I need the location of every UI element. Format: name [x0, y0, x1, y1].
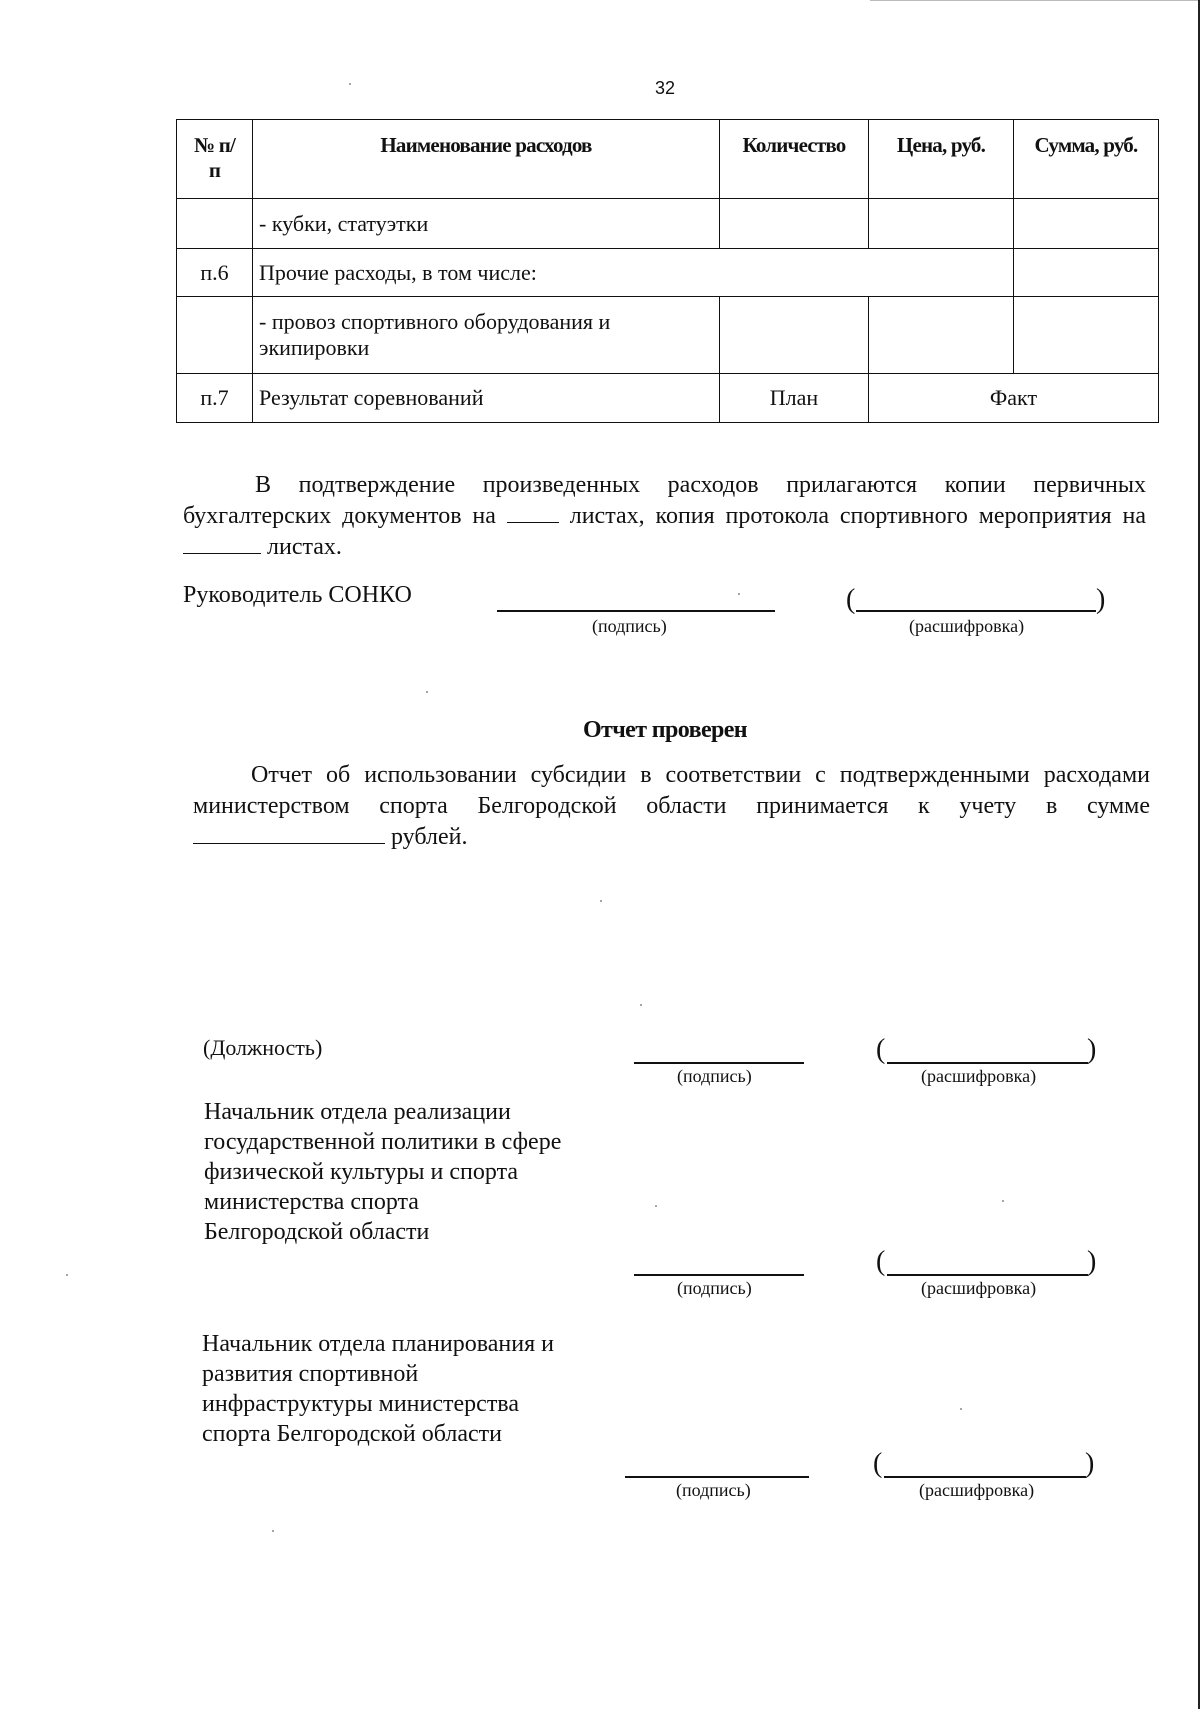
row-sum-cell: [1014, 249, 1159, 297]
confirmation-paragraph: [183, 470, 1146, 563]
signatory-signature-caption: (подпись): [677, 1278, 752, 1298]
scan-speck: [349, 83, 351, 85]
signatory-signature-line[interactable]: [634, 1062, 804, 1064]
header-num: № п/п: [177, 120, 253, 199]
signatory-open-paren: (: [873, 1448, 883, 1479]
table-row: [177, 374, 1159, 423]
signatory-open-paren: (: [876, 1034, 886, 1065]
signatory-decoding-caption: (расшифровка): [921, 1066, 1037, 1086]
scan-speck: [426, 691, 428, 693]
scan-speck: [600, 900, 602, 902]
table-header-row: [177, 120, 1159, 199]
signatory-signature-line[interactable]: [634, 1274, 804, 1276]
scan-speck: [272, 1530, 274, 1532]
scan-speck: [1002, 1200, 1004, 1202]
signatory-open-paren: (: [876, 1246, 886, 1277]
signatory-signature-line[interactable]: [625, 1476, 809, 1478]
page-number: 32: [654, 78, 676, 98]
row-name: - кубки, статуэтки: [253, 199, 720, 249]
table-row: [177, 249, 1159, 297]
sheets-count-field[interactable]: [507, 502, 559, 523]
header-price: Цена, руб.: [869, 120, 1014, 199]
confirmation-text-2: листах, копия протокола спортивного мероприятия на: [569, 503, 1147, 529]
expense-table: [176, 119, 1159, 423]
accepted-amount-field[interactable]: [193, 823, 385, 844]
signatory-decoding-caption: (расшифровка): [921, 1278, 1037, 1298]
table-row: [177, 297, 1159, 374]
signatory-decoding-line[interactable]: [884, 1476, 1086, 1478]
row-num: п.7: [177, 374, 253, 423]
head-signature-caption: (подпись): [592, 616, 667, 636]
verified-text-1: Отчет об использовании субсидии в соответствии с подтвержденными расходами министерством спорта Белгородской области принимается к учету в сумме: [193, 762, 1150, 819]
signatory-signature-caption: (подпись): [676, 1480, 751, 1500]
signatory-title: (Должность): [203, 1035, 323, 1060]
scan-speck: [655, 1205, 657, 1207]
row-num: [177, 199, 253, 249]
row-fact: Факт: [869, 374, 1159, 423]
header-name: Наименование расходов: [253, 120, 720, 199]
row-name: Прочие расходы, в том числе:: [253, 249, 1014, 297]
signatory-title: Начальник отдела реализации государственной политики в сфере физической культуры и спорта министерства спорта Белгородской области: [204, 1099, 562, 1245]
head-close-paren: ): [1096, 584, 1106, 615]
head-open-paren: (: [846, 584, 856, 615]
scan-speck: [640, 1004, 642, 1006]
row-price-cell: [869, 297, 1014, 374]
confirmation-text-3: листах.: [267, 534, 342, 560]
row-plan: План: [720, 374, 869, 423]
scan-speck: [66, 1274, 68, 1276]
signatory-title: Начальник отдела планирования и развития спортивной инфраструктуры министерства спорта Белгородской области: [202, 1331, 554, 1447]
row-sum-cell: [1014, 297, 1159, 374]
signatory-close-paren: ): [1085, 1448, 1095, 1479]
header-qty: Количество: [720, 120, 869, 199]
head-decoding-line[interactable]: [856, 610, 1096, 612]
confirmation-text-1: В подтверждение произведенных расходов прилагаются копии первичных бухгалтерских документов на: [183, 472, 1146, 529]
head-signature-label: Руководитель СОНКО: [183, 582, 412, 608]
verified-heading: Отчет проверен: [582, 717, 748, 743]
header-sum: Сумма, руб.: [1014, 120, 1159, 199]
signatory-decoding-line[interactable]: [887, 1274, 1088, 1276]
verified-text-2: рублей.: [391, 824, 468, 850]
scan-speck: [738, 593, 740, 595]
signatory-close-paren: ): [1087, 1246, 1097, 1277]
row-sum-cell: [1014, 199, 1159, 249]
row-num: п.6: [177, 249, 253, 297]
row-price-cell: [869, 199, 1014, 249]
signatory-signature-caption: (подпись): [677, 1066, 752, 1086]
row-qty-cell: [720, 297, 869, 374]
head-decoding-caption: (расшифровка): [909, 616, 1025, 636]
head-signature-line[interactable]: [497, 610, 775, 612]
signatory-decoding-line[interactable]: [887, 1062, 1088, 1064]
table-row: [177, 199, 1159, 249]
row-qty-cell: [720, 199, 869, 249]
protocol-sheets-field[interactable]: [183, 533, 261, 554]
row-num: [177, 297, 253, 374]
signatory-close-paren: ): [1087, 1034, 1097, 1065]
signatory-decoding-caption: (расшифровка): [919, 1480, 1035, 1500]
row-name: - провоз спортивного оборудования и экипировки: [253, 297, 720, 374]
scan-speck: [960, 1408, 962, 1410]
scan-edge-top: [870, 0, 1200, 1]
row-name: Результат соревнований: [253, 374, 720, 423]
verified-paragraph: [193, 760, 1150, 853]
